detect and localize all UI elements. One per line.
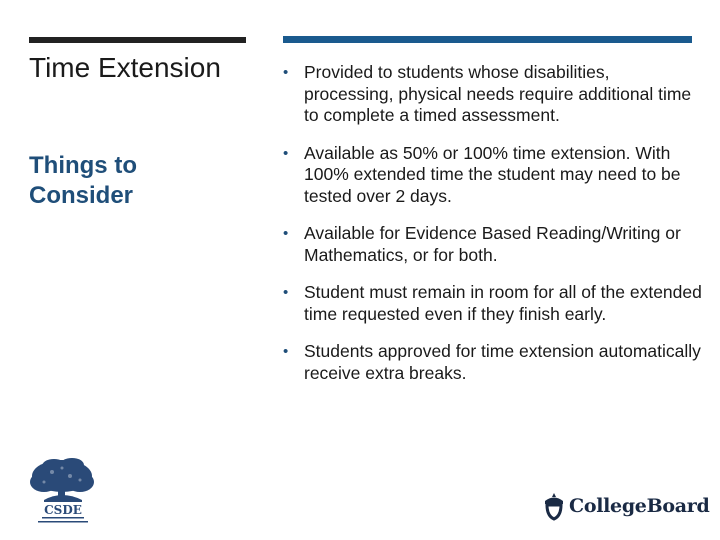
bullet-icon: • [283,343,289,360]
slide-title: Time Extension [29,52,221,83]
bullet-list [283,62,703,400]
bullet-text: Available as 50% or 100% time extension. With 100% extended time the student may need to be tested over 2 days. [304,142,681,206]
bullet-item [283,282,703,325]
bullet-text: Available for Evidence Based Reading/Writing or Mathematics, or for both. [304,223,681,265]
content-rule [283,36,692,43]
bullet-item [283,62,703,127]
slide-subtitle: Things to Consider [29,152,137,209]
bullet-text: Provided to students whose disabilities, processing, physical needs require additional time to complete a timed assessment. [304,62,692,125]
csde-wordmark: CSDE [44,503,82,517]
bullet-item [283,223,703,266]
title-rule [29,37,246,43]
collegeboard-wordmark: CollegeBoard [569,495,710,517]
collegeboard-logo [542,490,709,522]
bullet-icon: • [283,64,289,81]
bullet-icon: • [283,284,289,301]
bullet-item [283,341,703,384]
bullet-text: Students approved for time extension automatically receive extra breaks. [304,341,701,383]
bullet-icon: • [283,144,289,162]
csde-logo [22,456,104,526]
bullet-icon: • [283,225,289,242]
acorn-icon [542,491,566,521]
bullet-text: Student must remain in room for all of the extended time requested even if they finish early. [304,282,702,324]
bullet-item [283,143,703,208]
